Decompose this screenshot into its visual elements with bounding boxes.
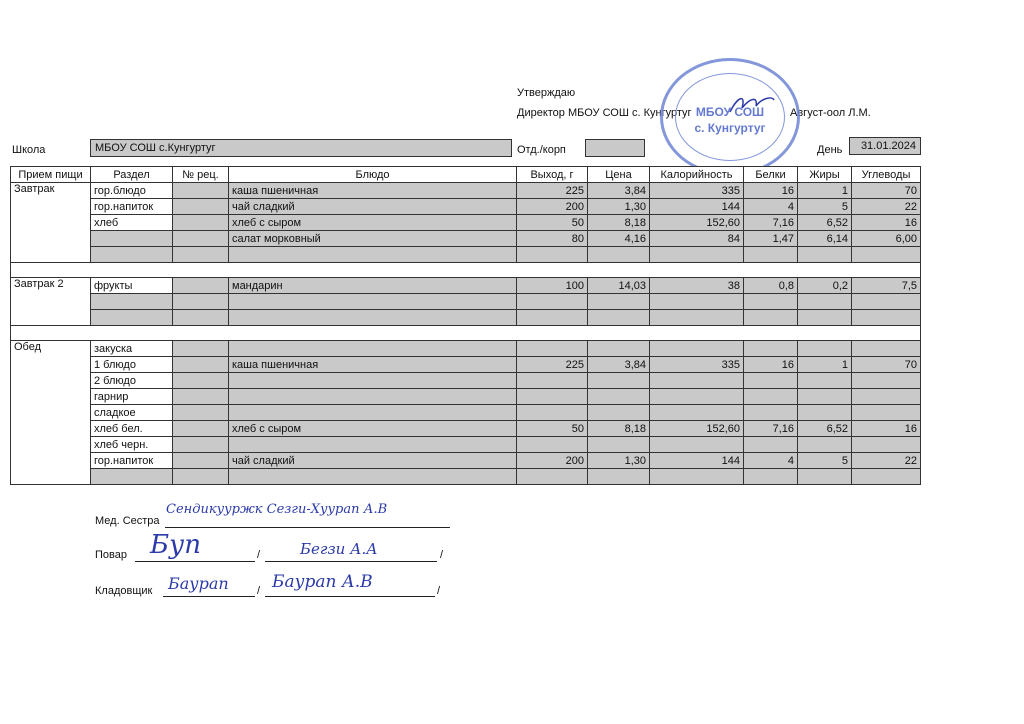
recipe-cell[interactable] xyxy=(173,373,229,389)
table-row xyxy=(11,183,921,199)
cook-signature-line-2 xyxy=(265,561,437,562)
protein-cell[interactable]: 7,16 xyxy=(744,215,798,231)
table-row xyxy=(11,405,921,421)
col-dish: Блюдо xyxy=(229,167,517,183)
fat-cell[interactable] xyxy=(798,373,852,389)
store-signature: Баурап xyxy=(168,574,229,593)
section-cell: закуска xyxy=(91,341,173,357)
price-cell[interactable] xyxy=(588,405,650,421)
dish-cell[interactable] xyxy=(229,389,517,405)
recipe-cell[interactable] xyxy=(173,199,229,215)
recipe-cell[interactable] xyxy=(173,453,229,469)
carbs-cell[interactable] xyxy=(852,341,921,357)
section-cell: фрукты xyxy=(91,278,173,294)
kcal-cell[interactable] xyxy=(650,373,744,389)
price-cell[interactable] xyxy=(588,341,650,357)
empty-cell[interactable] xyxy=(229,247,517,263)
col-protein: Белки xyxy=(744,167,798,183)
fat-cell[interactable]: 6,14 xyxy=(798,231,852,247)
fat-cell[interactable]: 6,52 xyxy=(798,215,852,231)
empty-cell[interactable] xyxy=(229,310,517,326)
empty-cell[interactable] xyxy=(852,294,921,310)
fat-cell[interactable]: 5 xyxy=(798,199,852,215)
dish-cell[interactable]: чай сладкий xyxy=(229,453,517,469)
recipe-cell[interactable] xyxy=(173,231,229,247)
empty-cell[interactable] xyxy=(588,247,650,263)
fat-cell[interactable]: 0,2 xyxy=(798,278,852,294)
kcal-cell[interactable]: 152,60 xyxy=(650,215,744,231)
section-cell: хлеб бел. xyxy=(91,421,173,437)
yield-cell[interactable]: 50 xyxy=(517,215,588,231)
day-label: День xyxy=(817,144,843,156)
dish-cell[interactable]: мандарин xyxy=(229,278,517,294)
empty-cell[interactable] xyxy=(798,469,852,485)
protein-cell[interactable]: 7,16 xyxy=(744,421,798,437)
empty-cell[interactable] xyxy=(744,310,798,326)
kcal-cell[interactable]: 84 xyxy=(650,231,744,247)
empty-cell[interactable] xyxy=(517,469,588,485)
nurse-label: Мед. Сестра xyxy=(95,515,160,527)
recipe-cell[interactable] xyxy=(173,405,229,421)
col-carbs: Углеводы xyxy=(852,167,921,183)
storekeeper-label: Кладовщик xyxy=(95,585,153,597)
dept-label: Отд./корп xyxy=(517,144,566,156)
recipe-cell[interactable] xyxy=(173,389,229,405)
recipe-cell[interactable] xyxy=(173,215,229,231)
carbs-cell[interactable]: 16 xyxy=(852,215,921,231)
recipe-cell[interactable] xyxy=(173,278,229,294)
dish-cell[interactable]: чай сладкий xyxy=(229,199,517,215)
director-signature xyxy=(728,92,776,116)
yield-cell[interactable] xyxy=(517,405,588,421)
price-cell[interactable]: 4,16 xyxy=(588,231,650,247)
store-separator-2: / xyxy=(437,585,441,597)
empty-cell[interactable] xyxy=(588,294,650,310)
recipe-cell[interactable] xyxy=(173,437,229,453)
dish-cell[interactable]: салат морковный xyxy=(229,231,517,247)
col-section: Раздел xyxy=(91,167,173,183)
col-price: Цена xyxy=(588,167,650,183)
protein-cell[interactable]: 16 xyxy=(744,357,798,373)
section-cell: сладкое xyxy=(91,405,173,421)
protein-cell[interactable] xyxy=(744,405,798,421)
store-signature-line-2 xyxy=(265,596,435,597)
empty-cell[interactable] xyxy=(517,247,588,263)
protein-cell[interactable]: 0,8 xyxy=(744,278,798,294)
fat-cell[interactable]: 5 xyxy=(798,453,852,469)
empty-cell[interactable] xyxy=(852,310,921,326)
recipe-cell[interactable] xyxy=(173,341,229,357)
empty-cell[interactable] xyxy=(744,294,798,310)
yield-cell[interactable]: 80 xyxy=(517,231,588,247)
price-cell[interactable]: 3,84 xyxy=(588,183,650,199)
kcal-cell[interactable] xyxy=(650,405,744,421)
nurse-signature: Сендикууржк Сезги-Хуурап А.В xyxy=(166,502,388,517)
empty-cell[interactable] xyxy=(650,469,744,485)
empty-cell[interactable] xyxy=(229,469,517,485)
section-cell: гор.напиток xyxy=(91,453,173,469)
protein-cell[interactable]: 4 xyxy=(744,453,798,469)
dish-cell[interactable] xyxy=(229,405,517,421)
kcal-cell[interactable]: 335 xyxy=(650,357,744,373)
empty-cell[interactable] xyxy=(517,294,588,310)
dish-cell[interactable] xyxy=(229,341,517,357)
price-cell[interactable]: 3,84 xyxy=(588,357,650,373)
menu-table xyxy=(10,166,921,485)
price-cell[interactable]: 8,18 xyxy=(588,215,650,231)
carbs-cell[interactable] xyxy=(852,405,921,421)
yield-cell[interactable]: 200 xyxy=(517,199,588,215)
carbs-cell[interactable]: 16 xyxy=(852,421,921,437)
fat-cell[interactable]: 1 xyxy=(798,183,852,199)
yield-cell[interactable]: 225 xyxy=(517,357,588,373)
empty-cell[interactable] xyxy=(173,247,229,263)
table-row-empty xyxy=(11,469,921,485)
store-separator-1: / xyxy=(257,585,261,597)
carbs-cell[interactable]: 70 xyxy=(852,357,921,373)
fat-cell[interactable]: 1 xyxy=(798,357,852,373)
section-cell: гор.напиток xyxy=(91,199,173,215)
recipe-cell[interactable] xyxy=(173,357,229,373)
dish-cell[interactable]: хлеб с сыром xyxy=(229,215,517,231)
kcal-cell[interactable]: 152,60 xyxy=(650,421,744,437)
yield-cell[interactable]: 50 xyxy=(517,421,588,437)
empty-cell[interactable] xyxy=(588,310,650,326)
price-cell[interactable] xyxy=(588,437,650,453)
director-line: Директор МБОУ СОШ с. Кунгуртуг xyxy=(517,107,692,119)
empty-cell[interactable] xyxy=(588,469,650,485)
cook-signature: Буп xyxy=(150,530,201,560)
cook-separator-2: / xyxy=(440,549,444,561)
yield-cell[interactable]: 225 xyxy=(517,183,588,199)
section-cell: гарнир xyxy=(91,389,173,405)
dish-cell[interactable] xyxy=(229,437,517,453)
section-cell: 2 блюдо xyxy=(91,373,173,389)
price-cell[interactable]: 14,03 xyxy=(588,278,650,294)
dept-field[interactable] xyxy=(585,139,645,157)
nurse-signature-line xyxy=(165,527,450,528)
protein-cell[interactable]: 1,47 xyxy=(744,231,798,247)
section-cell: хлеб xyxy=(91,215,173,231)
table-row-empty xyxy=(11,294,921,310)
store-signature-line-1 xyxy=(163,596,255,597)
carbs-cell[interactable] xyxy=(852,389,921,405)
price-cell[interactable]: 8,18 xyxy=(588,421,650,437)
col-yield: Выход, г xyxy=(517,167,588,183)
col-kcal: Калорийность xyxy=(650,167,744,183)
protein-cell[interactable] xyxy=(744,373,798,389)
empty-cell[interactable] xyxy=(91,247,173,263)
empty-cell[interactable] xyxy=(798,294,852,310)
table-row xyxy=(11,421,921,437)
col-meal: Прием пищи xyxy=(11,167,91,183)
table-row xyxy=(11,215,921,231)
spacer-row xyxy=(11,263,921,278)
carbs-cell[interactable]: 6,00 xyxy=(852,231,921,247)
kcal-cell[interactable]: 144 xyxy=(650,453,744,469)
yield-cell[interactable] xyxy=(517,373,588,389)
meal-breakfast: Завтрак xyxy=(11,183,91,263)
school-field[interactable]: МБОУ СОШ с.Кунгуртуг xyxy=(90,139,512,157)
dish-cell[interactable]: каша пшеничная xyxy=(229,357,517,373)
kcal-cell[interactable] xyxy=(650,341,744,357)
yield-cell[interactable]: 200 xyxy=(517,453,588,469)
empty-cell[interactable] xyxy=(229,294,517,310)
stamp-text-1: МБОУ СОШ xyxy=(695,105,765,119)
recipe-cell[interactable] xyxy=(173,421,229,437)
price-cell[interactable]: 1,30 xyxy=(588,453,650,469)
yield-cell[interactable]: 100 xyxy=(517,278,588,294)
official-stamp xyxy=(660,58,800,176)
protein-cell[interactable]: 4 xyxy=(744,199,798,215)
fat-cell[interactable] xyxy=(798,341,852,357)
col-fat: Жиры xyxy=(798,167,852,183)
protein-cell[interactable] xyxy=(744,341,798,357)
empty-cell[interactable] xyxy=(173,310,229,326)
table-row-empty xyxy=(11,247,921,263)
protein-cell[interactable]: 16 xyxy=(744,183,798,199)
table-row xyxy=(11,453,921,469)
kcal-cell[interactable]: 144 xyxy=(650,199,744,215)
cook-name-handwritten: Бегзи А.А xyxy=(300,540,378,558)
director-name: Август-оол Л.М. xyxy=(790,107,871,119)
spacer-row xyxy=(11,326,921,341)
dish-cell[interactable] xyxy=(229,373,517,389)
empty-cell[interactable] xyxy=(91,469,173,485)
carbs-cell[interactable]: 22 xyxy=(852,453,921,469)
empty-cell[interactable] xyxy=(744,247,798,263)
table-row xyxy=(11,357,921,373)
price-cell[interactable]: 1,30 xyxy=(588,199,650,215)
carbs-cell[interactable] xyxy=(852,437,921,453)
section-cell: хлеб черн. xyxy=(91,437,173,453)
table-row xyxy=(11,199,921,215)
fat-cell[interactable] xyxy=(798,389,852,405)
section-cell: 1 блюдо xyxy=(91,357,173,373)
recipe-cell[interactable] xyxy=(173,183,229,199)
meal-lunch: Обед xyxy=(11,341,91,485)
cook-separator-1: / xyxy=(257,549,261,561)
table-row xyxy=(11,437,921,453)
empty-cell[interactable] xyxy=(173,294,229,310)
kcal-cell[interactable]: 38 xyxy=(650,278,744,294)
date-field[interactable]: 31.01.2024 xyxy=(849,137,921,155)
fat-cell[interactable] xyxy=(798,405,852,421)
protein-cell[interactable] xyxy=(744,389,798,405)
protein-cell[interactable] xyxy=(744,437,798,453)
table-row xyxy=(11,373,921,389)
empty-cell[interactable] xyxy=(650,247,744,263)
cook-signature-line-1 xyxy=(135,561,255,562)
empty-cell[interactable] xyxy=(744,469,798,485)
carbs-cell[interactable]: 22 xyxy=(852,199,921,215)
dish-cell[interactable]: каша пшеничная xyxy=(229,183,517,199)
fat-cell[interactable]: 6,52 xyxy=(798,421,852,437)
cook-label: Повар xyxy=(95,549,127,561)
kcal-cell[interactable] xyxy=(650,437,744,453)
empty-cell[interactable] xyxy=(798,310,852,326)
dish-cell[interactable]: хлеб с сыром xyxy=(229,421,517,437)
meal-breakfast2: Завтрак 2 xyxy=(11,278,91,326)
price-cell[interactable] xyxy=(588,389,650,405)
stamp-text-2: с. Кунгуртуг xyxy=(694,121,766,135)
table-row xyxy=(11,231,921,247)
fat-cell[interactable] xyxy=(798,437,852,453)
carbs-cell[interactable]: 70 xyxy=(852,183,921,199)
empty-cell[interactable] xyxy=(650,294,744,310)
table-row-empty xyxy=(11,310,921,326)
yield-cell[interactable] xyxy=(517,341,588,357)
table-row xyxy=(11,278,921,294)
empty-cell[interactable] xyxy=(517,310,588,326)
section-cell: гор.блюдо xyxy=(91,183,173,199)
kcal-cell[interactable] xyxy=(650,389,744,405)
empty-cell[interactable] xyxy=(852,469,921,485)
carbs-cell[interactable] xyxy=(852,373,921,389)
empty-cell[interactable] xyxy=(91,294,173,310)
table-row xyxy=(11,341,921,357)
empty-cell[interactable] xyxy=(798,247,852,263)
empty-cell[interactable] xyxy=(91,310,173,326)
approve-label: Утверждаю xyxy=(517,87,576,99)
school-label: Школа xyxy=(12,144,46,156)
empty-cell[interactable] xyxy=(173,469,229,485)
empty-cell[interactable] xyxy=(650,310,744,326)
section-cell[interactable] xyxy=(91,231,173,247)
carbs-cell[interactable]: 7,5 xyxy=(852,278,921,294)
yield-cell[interactable] xyxy=(517,437,588,453)
yield-cell[interactable] xyxy=(517,389,588,405)
kcal-cell[interactable]: 335 xyxy=(650,183,744,199)
col-recipe: № рец. xyxy=(173,167,229,183)
table-header-row xyxy=(11,167,921,183)
table-row xyxy=(11,389,921,405)
empty-cell[interactable] xyxy=(852,247,921,263)
store-name-handwritten: Баурап А.В xyxy=(272,572,373,592)
price-cell[interactable] xyxy=(588,373,650,389)
